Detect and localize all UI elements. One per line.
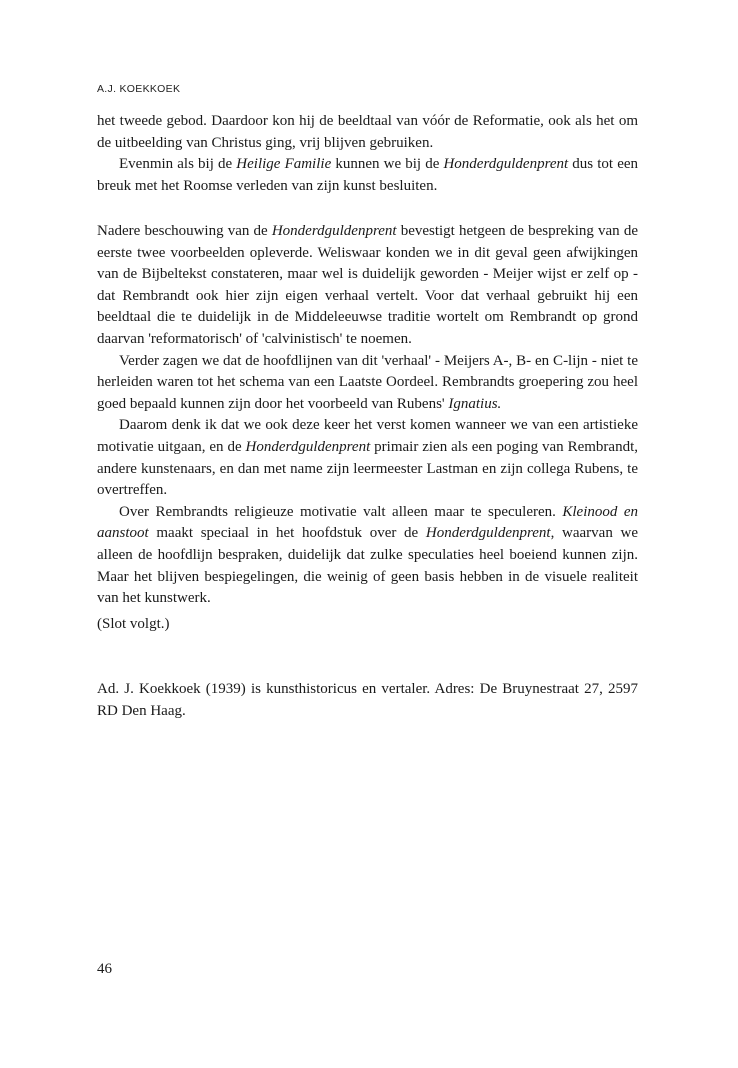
paragraph: Daarom denk ik dat we ook deze keer het verst komen wanneer we van een artistieke motivatie uitgaan, en de Honderdguldenprent primair zien als een poging van Rembrandt, andere kunstenaars, en dan met name zijn leermeester Lastman en zijn collega Rubens, te overtreffen.: [97, 417, 639, 499]
paragraph: Evenmin als bij de Heilige Familie kunnen we bij de Honderdguldenprent dus tot een breuk met het Roomse verleden van zijn kunst besluiten.: [97, 156, 639, 194]
author-note: Ad. J. Koekkoek (1939) is kunsthistoricus en vertaler. Adres: De Bruynestraat 27, 2597 RD Den Haag.: [97, 681, 638, 719]
paragraph: Over Rembrandts religieuze motivatie valt alleen maar te speculeren. Kleinood en aanstoot maakt speciaal in het hoofdstuk over de Honderdguldenprent, waarvan we alleen de hoofdlijn bespraken, duidelijk dat zulke speculaties heel boeiend kunnen zijn. Maar het blijven bespiegelingen, die weinig of geen basis hebben in de visuele realiteit van het kunstwerk.: [97, 503, 638, 607]
paragraph: het tweede gebod. Daardoor kon hij de beeldtaal van vóór de Reformatie, ook als het om de uitbeelding van Christus ging, vrij blijven gebruiken.: [97, 113, 638, 151]
page-number: 46: [97, 961, 112, 977]
paragraph: Nadere beschouwing van de Honderdguldenprent bevestigt hetgeen de bespreking van de eerste twee voorbeelden opleverde. Weliswaar konden we in dit geval geen afwijkingen van de Bijbeltekst constateren, maar wel is duidelijk geworden - Meijer wijst er zelf op - dat Rembrandt ook hier zijn eigen verhaal vertelt. Voor dat verhaal gebruikt hij een beeldtaal die te duidelijk in de Middeleeuwse traditie wortelt om Rembrandt op grond daarvan 'reformatorisch' of 'calvinistisch' te noemen.: [97, 223, 638, 347]
section-2: [97, 221, 638, 610]
paragraph: Verder zagen we dat de hoofdlijnen van dit 'verhaal' - Meijers A-, B- en C-lijn - niet te herleiden waren tot het schema van een Laatste Oordeel. Rembrandts groepering zou heel goed bepaald kunnen zijn door het voorbeeld van Rubens' Ignatius.: [97, 352, 638, 412]
running-head: A.J. KOEKKOEK: [97, 83, 181, 95]
section-1: [97, 111, 638, 197]
slot-volgt-note: (Slot volgt.): [97, 616, 170, 632]
